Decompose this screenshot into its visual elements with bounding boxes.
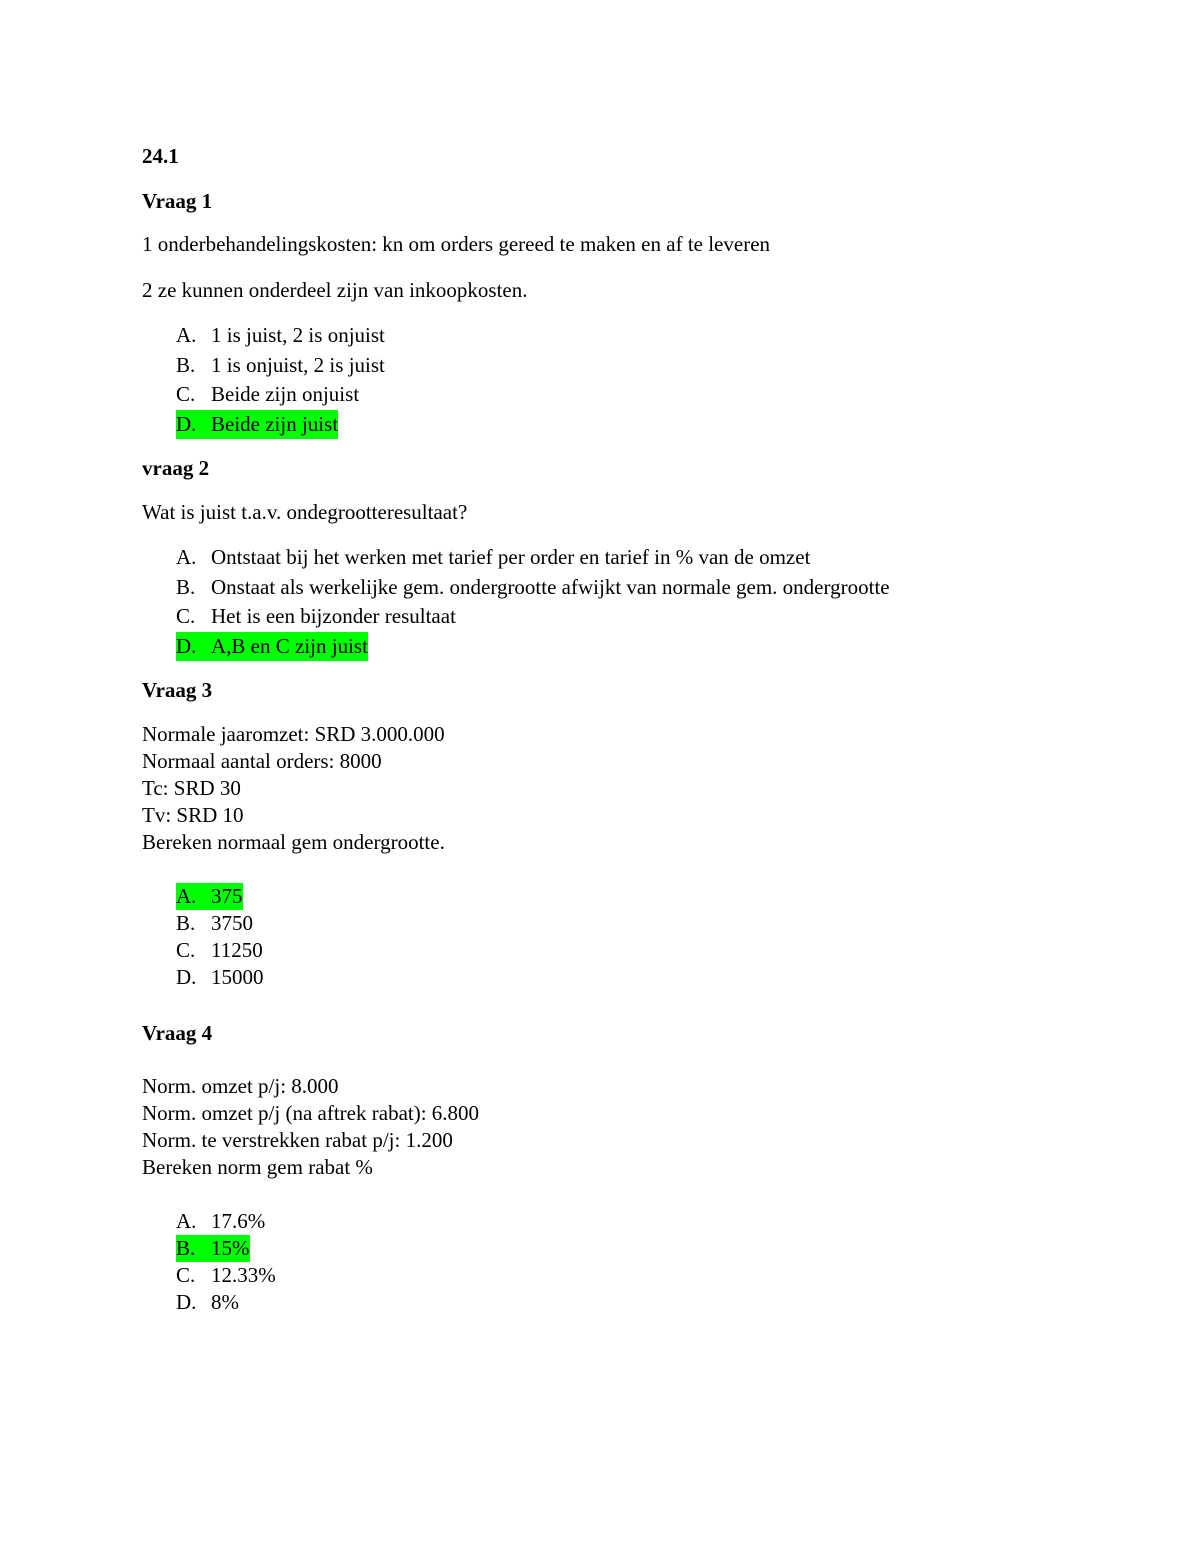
- option-text: 15%: [211, 1236, 250, 1260]
- question-1-statement-2: 2 ze kunnen onderdeel zijn van inkoopkosten.: [142, 278, 528, 302]
- question-4-line: Norm. omzet p/j: 8.000: [142, 1074, 339, 1098]
- option-text: 375: [211, 884, 243, 908]
- option-text: A,B en C zijn juist: [211, 633, 368, 658]
- question-4-line: Bereken norm gem rabat %: [142, 1155, 373, 1179]
- question-3-option-b: [176, 910, 264, 937]
- option-text: 15000: [211, 965, 264, 989]
- question-3-line: Normaal aantal orders: 8000: [142, 749, 382, 773]
- question-2-text: Wat is juist t.a.v. ondegrootteresultaat?: [142, 500, 468, 524]
- question-4-title: Vraag 4: [142, 1021, 213, 1045]
- question-1-option-b: [176, 351, 385, 381]
- question-3-option-a-correct: [176, 883, 264, 910]
- question-3-given-data: [142, 721, 445, 856]
- question-3-option-c: [176, 937, 264, 964]
- question-4-line: Norm. te verstrekken rabat p/j: 1.200: [142, 1128, 453, 1152]
- question-4-given-data: [142, 1073, 479, 1181]
- option-letter: C.: [176, 938, 196, 962]
- question-4-option-c: [176, 1262, 276, 1289]
- option-text: 8%: [211, 1290, 239, 1314]
- question-4-line: Norm. omzet p/j (na aftrek rabat): 6.800: [142, 1101, 480, 1125]
- question-3-line: Bereken normaal gem ondergrootte.: [142, 830, 445, 854]
- option-text: Beide zijn juist: [211, 411, 339, 436]
- option-letter: C.: [176, 1263, 196, 1287]
- section-number: 24.1: [142, 144, 179, 168]
- option-text: 1 is onjuist, 2 is juist: [211, 352, 385, 377]
- option-letter: B.: [176, 352, 196, 377]
- option-letter: D.: [176, 633, 197, 658]
- question-4-option-d: [176, 1289, 276, 1316]
- option-letter: A.: [176, 884, 197, 908]
- question-2-options: [176, 543, 890, 661]
- option-text: 17.6%: [211, 1209, 266, 1233]
- option-letter: A.: [176, 1209, 197, 1233]
- question-3-line: Normale jaaromzet: SRD 3.000.000: [142, 722, 445, 746]
- question-2-option-b: [176, 573, 890, 603]
- question-4-options: [176, 1208, 276, 1316]
- option-letter: C.: [176, 382, 196, 406]
- option-text: Onstaat als werkelijke gem. ondergrootte afwijkt van normale gem. ondergrootte: [211, 574, 890, 599]
- question-3-line: Tv: SRD 10: [142, 803, 244, 827]
- option-text: 12.33%: [211, 1263, 276, 1287]
- question-1-option-a: [176, 321, 385, 351]
- option-letter: B.: [176, 574, 196, 599]
- question-1-option-d-correct: [176, 410, 385, 440]
- option-text: 1 is juist, 2 is onjuist: [211, 323, 385, 347]
- option-text: 3750: [211, 911, 253, 935]
- question-2-title: vraag 2: [142, 456, 210, 480]
- question-3-option-d: [176, 964, 264, 991]
- question-1-options: [176, 321, 385, 439]
- option-letter: A.: [176, 545, 197, 569]
- option-letter: B.: [176, 911, 196, 935]
- option-letter: A.: [176, 323, 197, 347]
- question-3-title: Vraag 3: [142, 678, 213, 702]
- question-4-option-b-correct: [176, 1235, 276, 1262]
- option-letter: C.: [176, 604, 196, 628]
- option-text: Beide zijn onjuist: [211, 382, 360, 406]
- option-text: Ontstaat bij het werken met tarief per order en tarief in % van de omzet: [211, 545, 811, 569]
- question-1-title: Vraag 1: [142, 189, 213, 213]
- option-letter: B.: [176, 1236, 196, 1260]
- option-text: Het is een bijzonder resultaat: [211, 604, 456, 628]
- question-2-option-d-correct: [176, 632, 890, 662]
- question-3-options: [176, 883, 264, 991]
- question-2-option-a: [176, 543, 890, 573]
- option-letter: D.: [176, 1290, 197, 1314]
- option-letter: D.: [176, 411, 197, 436]
- option-letter: D.: [176, 965, 197, 989]
- option-text: 11250: [211, 938, 263, 962]
- question-3-line: Tc: SRD 30: [142, 776, 241, 800]
- question-2-option-c: [176, 602, 890, 632]
- question-1-statement-1: 1 onderbehandelingskosten: kn om orders gereed te maken en af te leveren: [142, 232, 771, 256]
- question-1-option-c: [176, 380, 385, 410]
- question-4-option-a: [176, 1208, 276, 1235]
